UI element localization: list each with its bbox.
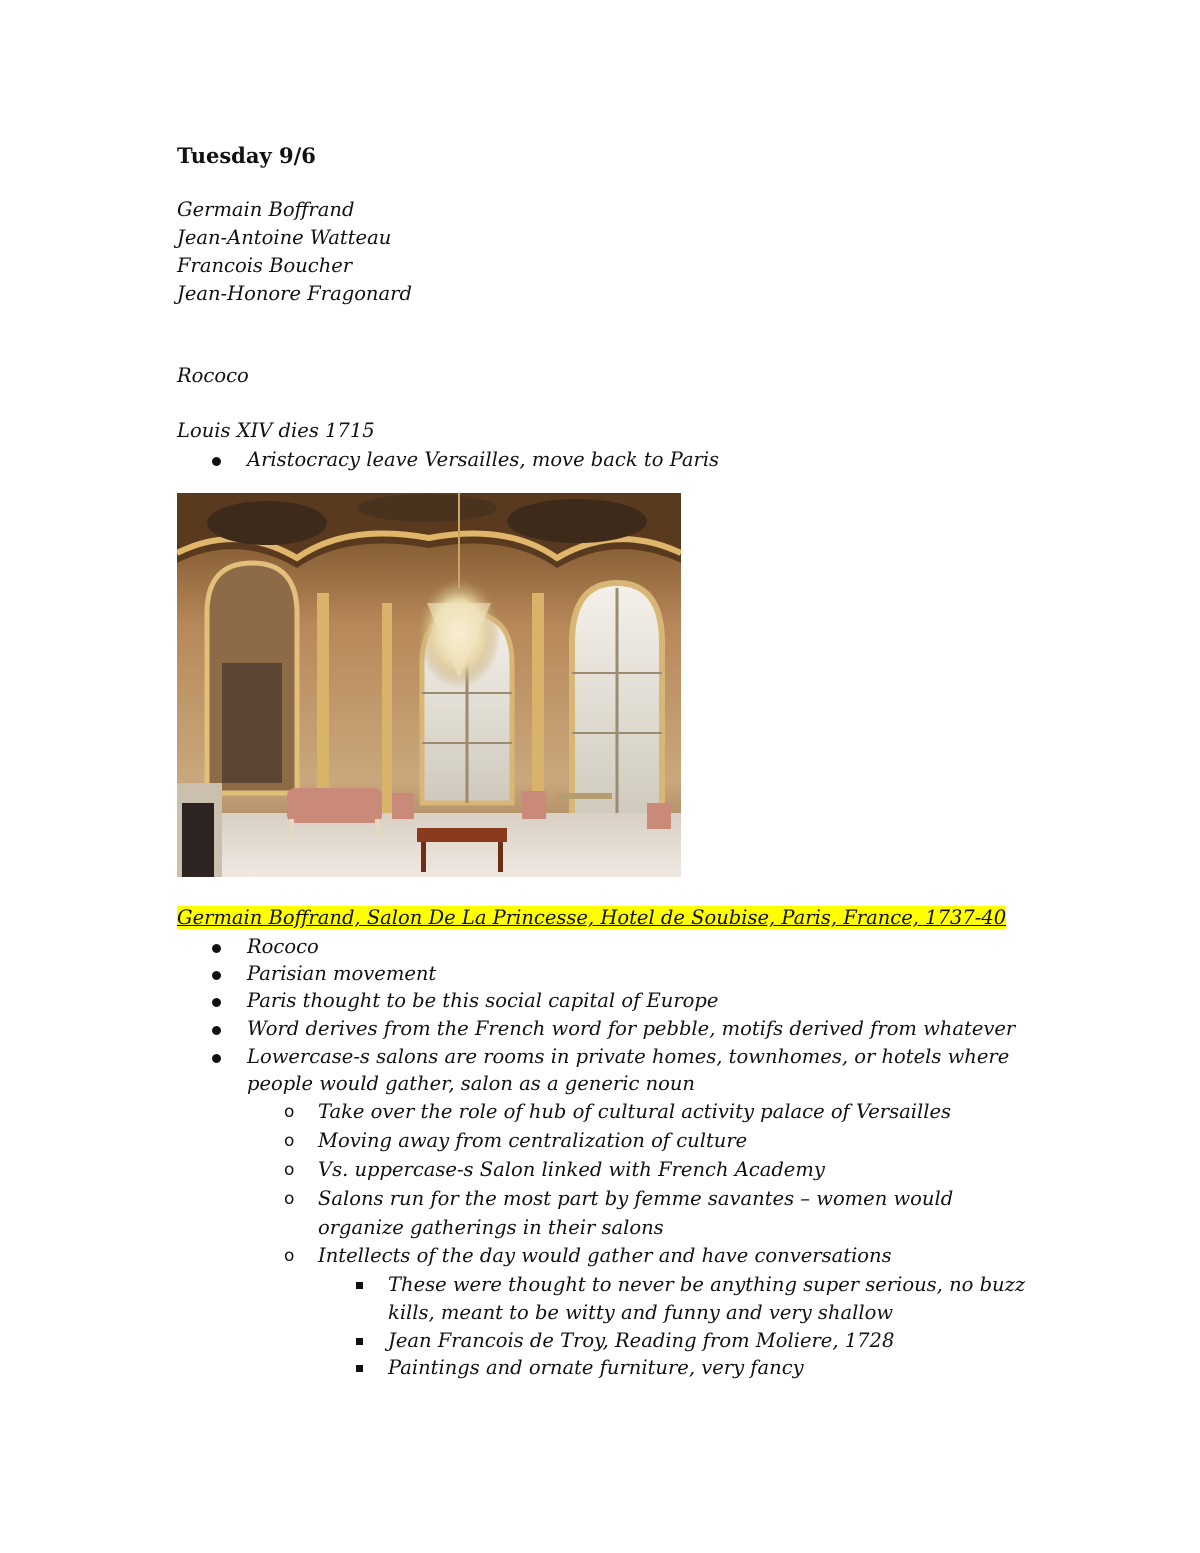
caption-highlight: Germain Boffrand, Salon De La Princesse, Hotel de Soubise, Paris, France, 1737-40 xyxy=(177,906,1007,929)
figure-caption xyxy=(177,906,1006,929)
bullet-circle-icon: o xyxy=(284,1246,295,1266)
sub-bullet-item: Moving away from centralization of culture xyxy=(318,1129,748,1152)
section-heading: Rococo xyxy=(177,364,249,387)
bullet-disc-icon xyxy=(212,971,221,980)
bullet-item: Lowercase-s salons are rooms in private homes, townhomes, or hotels where xyxy=(247,1045,1010,1068)
bullet-disc-icon xyxy=(212,1026,221,1035)
salon-photo xyxy=(177,493,681,877)
bullet-item: Rococo xyxy=(247,935,319,958)
sub-bullet-item: Take over the role of hub of cultural activity palace of Versailles xyxy=(318,1100,952,1123)
bullet-disc-icon xyxy=(212,1054,221,1063)
bullet-disc-icon xyxy=(212,998,221,1007)
bullet-item: Parisian movement xyxy=(247,962,437,985)
sub-bullet-item: Salons run for the most part by femme savantes – women would xyxy=(318,1187,954,1210)
bullet-circle-icon: o xyxy=(284,1131,295,1151)
sub-bullet-item: Intellects of the day would gather and have conversations xyxy=(318,1244,892,1267)
artist-name: Jean-Antoine Watteau xyxy=(177,226,392,249)
bullet-disc-icon xyxy=(212,944,221,953)
artist-name: Germain Boffrand xyxy=(177,198,355,221)
sub-sub-bullet-continuation: kills, meant to be witty and funny and very shallow xyxy=(388,1301,894,1324)
bullet-item: Paris thought to be this social capital of Europe xyxy=(247,989,719,1012)
sub-sub-bullet-item: These were thought to never be anything super serious, no buzz xyxy=(388,1273,1026,1296)
event-bullet: Aristocracy leave Versailles, move back to Paris xyxy=(247,448,720,471)
bullet-circle-icon: o xyxy=(284,1160,295,1180)
sub-bullet-item: Vs. uppercase-s Salon linked with French Academy xyxy=(318,1158,825,1181)
bullet-square-icon xyxy=(356,1365,363,1372)
bullet-disc-icon xyxy=(212,457,221,466)
bullet-square-icon xyxy=(356,1338,363,1345)
bullet-circle-icon: o xyxy=(284,1102,295,1122)
sub-bullet-continuation: organize gatherings in their salons xyxy=(318,1216,664,1239)
artist-name: Jean-Honore Fragonard xyxy=(177,282,412,305)
artist-name: Francois Boucher xyxy=(177,254,353,277)
bullet-item-continuation: people would gather, salon as a generic noun xyxy=(247,1072,695,1095)
event-line: Louis XIV dies 1715 xyxy=(177,419,375,442)
sub-sub-bullet-item: Jean Francois de Troy, Reading from Moliere, 1728 xyxy=(388,1329,895,1352)
sub-sub-bullet-item: Paintings and ornate furniture, very fancy xyxy=(388,1356,804,1379)
bullet-circle-icon: o xyxy=(284,1189,295,1209)
bullet-item: Word derives from the French word for pebble, motifs derived from whatever xyxy=(247,1017,1016,1040)
page-title: Tuesday 9/6 xyxy=(177,143,316,168)
bullet-square-icon xyxy=(356,1282,363,1289)
